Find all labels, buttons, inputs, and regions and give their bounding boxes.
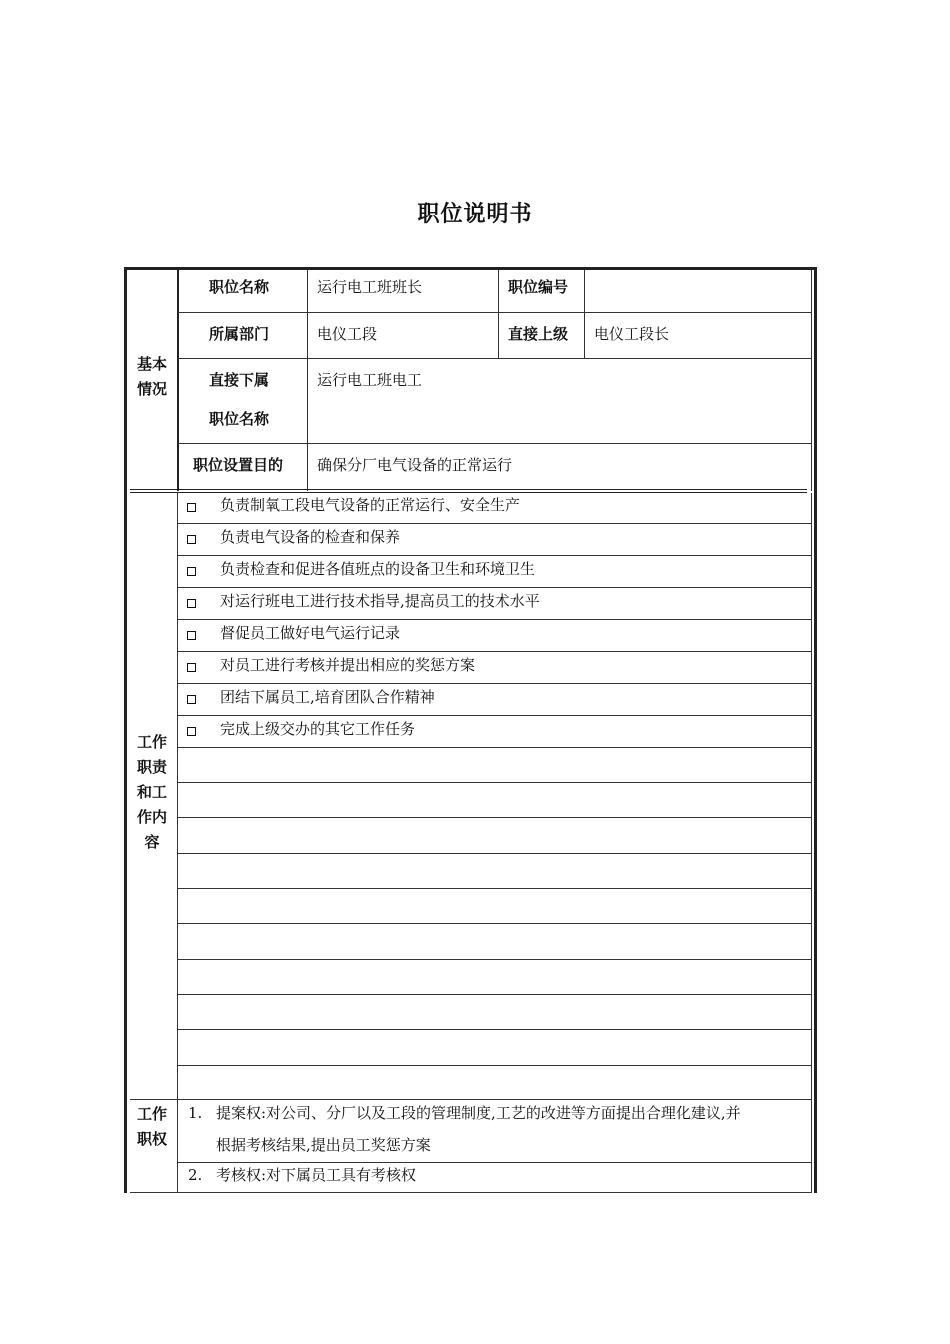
duty-item: 督促员工做好电气运行记录 xyxy=(178,619,811,651)
purpose-value: 确保分厂电气设备的正常运行 xyxy=(317,456,513,474)
table-bottom-line xyxy=(130,1192,811,1193)
duty-item: 对员工进行考核并提出相应的奖惩方案 xyxy=(178,651,811,683)
row-line xyxy=(178,782,811,783)
basic-row-line xyxy=(178,312,811,313)
row-line xyxy=(178,555,811,556)
purpose-label: 职位设置目的 xyxy=(193,456,284,474)
checkbox-bullet-icon xyxy=(187,631,196,640)
position-code-label: 职位编号 xyxy=(508,278,569,296)
duties-right-border xyxy=(811,493,812,1193)
checkbox-bullet-icon xyxy=(187,503,196,512)
row-line xyxy=(178,994,811,995)
row-line xyxy=(178,888,811,889)
row-line xyxy=(178,619,811,620)
basic-row-line xyxy=(178,358,811,359)
row-line xyxy=(178,853,811,854)
checkbox-bullet-icon xyxy=(187,535,196,544)
superior-value: 电仪工段长 xyxy=(594,325,670,343)
row-line xyxy=(178,715,811,716)
duty-item: 对运行班电工进行技术指导,提高员工的技术水平 xyxy=(178,587,811,619)
position-name-value: 运行电工班班长 xyxy=(317,278,423,296)
basic-col-divider-3 xyxy=(584,270,585,359)
row-line xyxy=(178,923,811,924)
page-title: 职位说明书 xyxy=(417,202,533,227)
basic-inner-left-border xyxy=(177,270,179,491)
basic-section-label: 基本 情况 xyxy=(136,355,167,398)
checkbox-bullet-icon xyxy=(187,599,196,608)
department-label: 所属部门 xyxy=(209,325,270,343)
checkbox-bullet-icon xyxy=(187,695,196,704)
duty-item: 团结下属员工,培育团队合作精神 xyxy=(178,683,811,715)
row-line xyxy=(178,747,811,748)
row-line xyxy=(178,587,811,588)
row-line xyxy=(178,523,811,524)
duty-item: 完成上级交办的其它工作任务 xyxy=(178,715,811,747)
row-line xyxy=(178,817,811,818)
position-name-label: 职位名称 xyxy=(209,278,270,296)
checkbox-bullet-icon xyxy=(187,663,196,672)
superior-label: 直接上级 xyxy=(508,325,569,343)
basic-right-border xyxy=(811,270,812,491)
row-line xyxy=(178,959,811,960)
basic-row-line xyxy=(178,443,811,444)
checkbox-bullet-icon xyxy=(187,727,196,736)
subordinate-value: 运行电工班电工 xyxy=(317,371,423,389)
section-divider xyxy=(130,489,807,490)
department-value: 电仪工段 xyxy=(317,325,378,343)
duty-item: 负责电气设备的检查和保养 xyxy=(178,523,811,555)
subordinate-label: 直接下属 xyxy=(209,371,270,389)
checkbox-bullet-icon xyxy=(187,567,196,576)
row-line xyxy=(178,1065,811,1066)
authority-section-label: 工作 职权 xyxy=(136,1105,167,1148)
subordinate-label-2: 职位名称 xyxy=(209,410,270,428)
duty-item: 负责检查和促进各值班点的设备卫生和环境卫生 xyxy=(178,555,811,587)
row-line xyxy=(178,651,811,652)
basic-col-divider xyxy=(307,270,308,491)
duty-item: 负责制氧工段电气设备的正常运行、安全生产 xyxy=(178,491,811,523)
basic-col-divider-2 xyxy=(498,270,499,359)
duties-section-label: 工作 职责 和工 作内 容 xyxy=(136,733,167,851)
row-line xyxy=(178,1029,811,1030)
row-line xyxy=(178,683,811,684)
